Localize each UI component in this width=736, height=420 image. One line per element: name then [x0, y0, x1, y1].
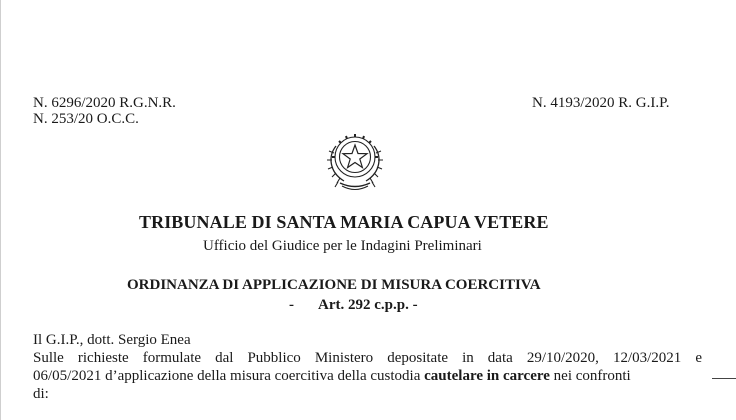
- request-line-1: Sulle richieste formulate dal Pubblico Ministero depositate in data 29/10/2020, 12/03/2021 e: [33, 350, 702, 366]
- scan-edge: [0, 0, 1, 420]
- underline-mark: [712, 378, 736, 379]
- occ-number: N. 253/20 O.C.C.: [33, 111, 139, 127]
- emblem-graphic: [322, 126, 388, 194]
- court-office: Ufficio del Giudice per le Indagini Preliminari: [203, 238, 482, 254]
- article-reference: Art. 292 c.p.p. -: [318, 297, 418, 313]
- judge-line: Il G.I.P., dott. Sergio Enea: [33, 332, 191, 348]
- order-title: ORDINANZA DI APPLICAZIONE DI MISURA COERCITIVA: [127, 277, 541, 293]
- custody-measure: cautelare in carcere: [424, 368, 550, 384]
- rgnr-number: N. 6296/2020 R.G.N.R.: [33, 95, 176, 111]
- gip-number: N. 4193/2020 R. G.I.P.: [532, 95, 670, 111]
- request-line-3: di:: [33, 386, 49, 402]
- article-dash: -: [289, 297, 294, 313]
- request-line-2-text: 06/05/2021 d’applicazione della misura coercitiva della custodia: [33, 368, 425, 384]
- request-line-2-end: nei confronti: [549, 368, 631, 384]
- court-name: TRIBUNALE DI SANTA MARIA CAPUA VETERE: [139, 212, 549, 232]
- request-line-2: [33, 367, 631, 386]
- italian-republic-emblem-icon: [322, 126, 388, 194]
